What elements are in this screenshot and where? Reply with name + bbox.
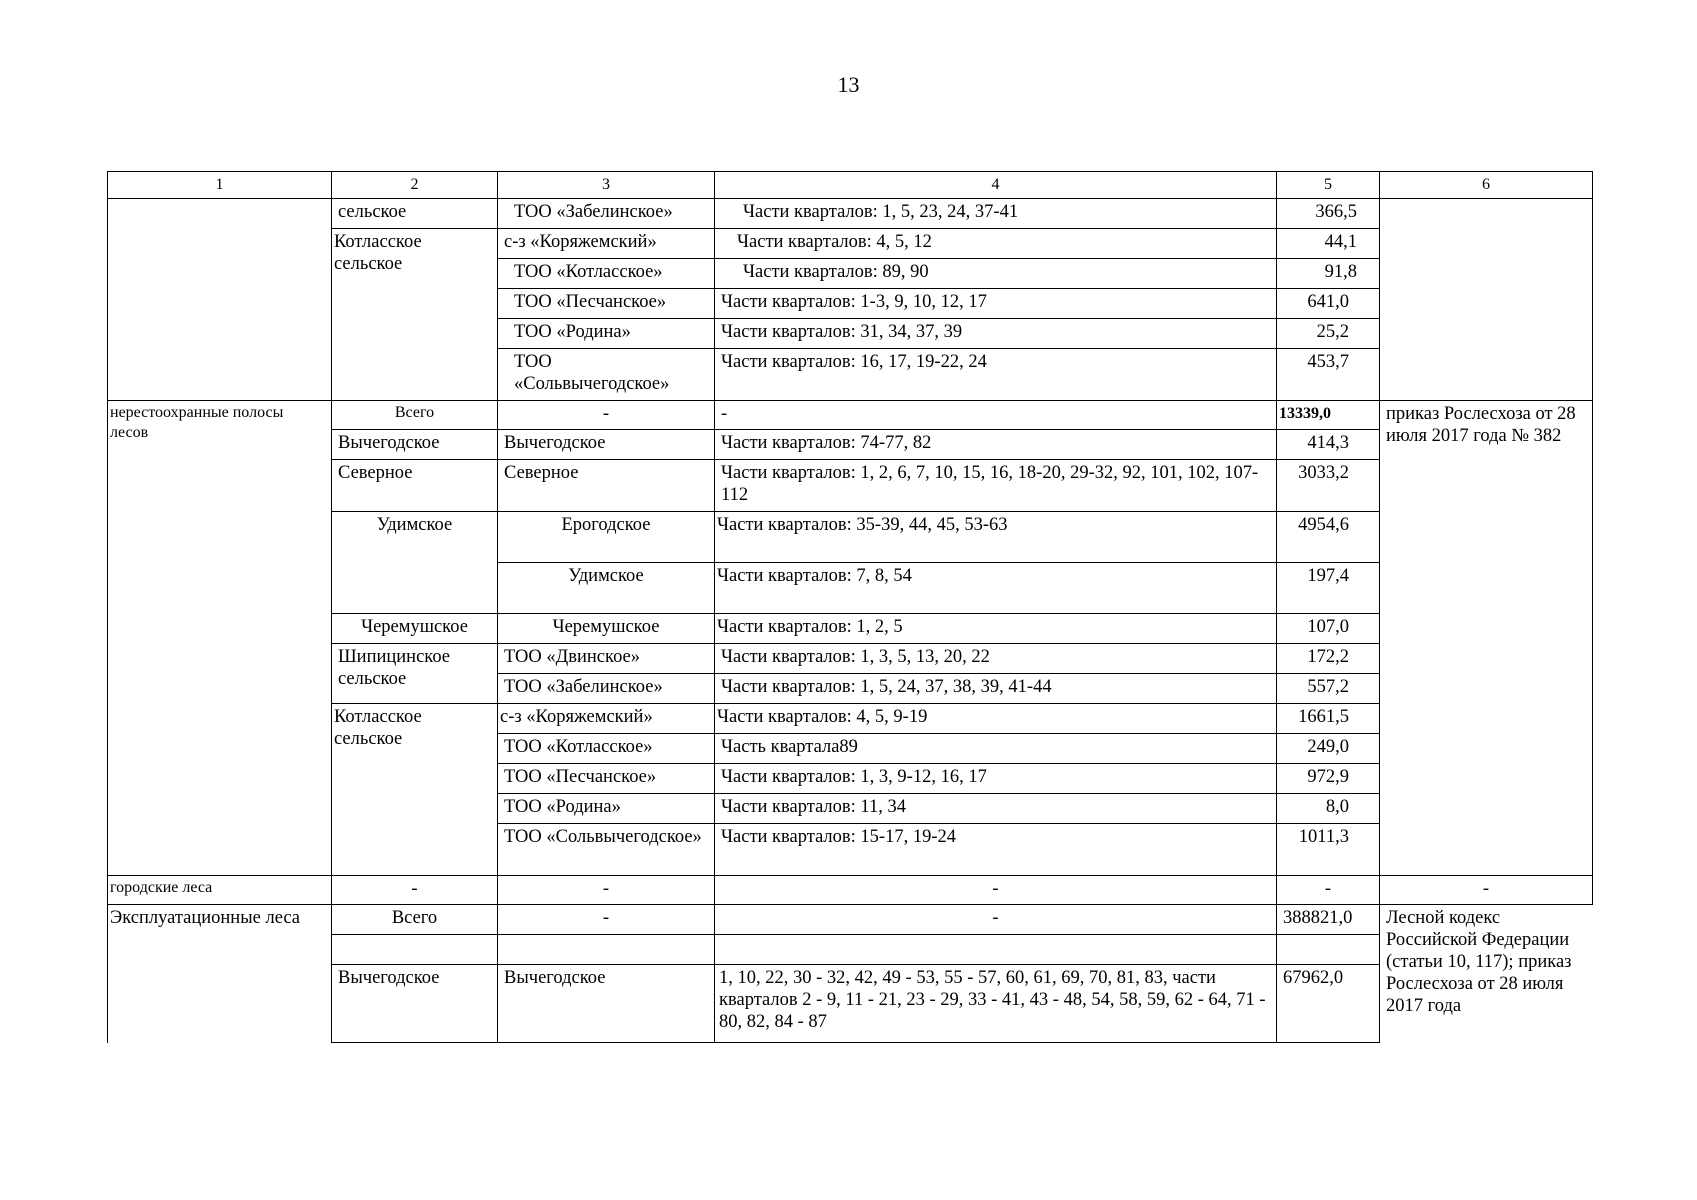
owner-cell: ТОО «Котласское» bbox=[498, 259, 715, 289]
area-cell: 414,3 bbox=[1277, 430, 1380, 460]
quarters-cell: Части кварталов: 11, 34 bbox=[715, 794, 1277, 824]
quarters-cell: Части кварталов: 1, 2, 5 bbox=[715, 614, 1277, 644]
owner-cell: Удимское bbox=[498, 563, 715, 614]
owner-cell: ТОО «Родина» bbox=[498, 319, 715, 349]
area-cell: 366,5 bbox=[1277, 199, 1380, 229]
owner-cell: ТОО «Котласское» bbox=[498, 734, 715, 764]
forestry-cell: сельское bbox=[332, 199, 498, 229]
area-cell: 249,0 bbox=[1277, 734, 1380, 764]
owner-cell: с-з «Коряжемский» bbox=[498, 229, 715, 259]
quarters-cell: Части кварталов: 1, 5, 23, 24, 37-41 bbox=[715, 199, 1277, 229]
owner-cell: ТОО «Сольвычегодское» bbox=[498, 349, 715, 401]
quarters-cell: Части кварталов: 1, 2, 6, 7, 10, 15, 16, 18-20, 29-32, 92, 101, 102, 107-112 bbox=[715, 460, 1277, 512]
forestry-cell: Всего bbox=[332, 905, 498, 935]
quarters-cell: Части кварталов: 31, 34, 37, 39 bbox=[715, 319, 1277, 349]
column-number-row bbox=[108, 172, 1593, 199]
owner-cell: ТОО «Сольвычегодское» bbox=[498, 824, 715, 876]
quarters-cell: Части кварталов: 7, 8, 54 bbox=[715, 563, 1277, 614]
owner-cell: ТОО «Забелинское» bbox=[498, 199, 715, 229]
table-row bbox=[108, 876, 1593, 905]
owner-cell: Северное bbox=[498, 460, 715, 512]
area-cell: 972,9 bbox=[1277, 764, 1380, 794]
quarters-cell: Части кварталов: 1, 3, 5, 13, 20, 22 bbox=[715, 644, 1277, 674]
area-cell: 8,0 bbox=[1277, 794, 1380, 824]
area-cell: 557,2 bbox=[1277, 674, 1380, 704]
owner-cell: ТОО «Забелинское» bbox=[498, 674, 715, 704]
table-row bbox=[108, 905, 1593, 935]
owner-cell: Черемушское bbox=[498, 614, 715, 644]
quarters-cell: Части кварталов: 35-39, 44, 45, 53-63 bbox=[715, 512, 1277, 563]
area-cell: 1661,5 bbox=[1277, 704, 1380, 734]
owner-cell: Ерогодское bbox=[498, 512, 715, 563]
column-number: 3 bbox=[498, 172, 715, 199]
quarters-cell: - bbox=[715, 876, 1277, 905]
quarters-cell: - bbox=[715, 401, 1277, 430]
total-area-cell: 388821,0 bbox=[1277, 905, 1380, 935]
owner-cell: ТОО «Песчанское» bbox=[498, 764, 715, 794]
owner-cell: - bbox=[498, 401, 715, 430]
forestry-cell bbox=[332, 229, 498, 401]
forestry-cell bbox=[332, 935, 498, 965]
category-cell: городские леса bbox=[108, 876, 332, 905]
quarters-cell: Части кварталов: 16, 17, 19-22, 24 bbox=[715, 349, 1277, 401]
forestry-cell bbox=[332, 512, 498, 614]
area-cell: 197,4 bbox=[1277, 563, 1380, 614]
forest-protection-table bbox=[107, 171, 1593, 1043]
owner-cell: ТОО «Двинское» bbox=[498, 644, 715, 674]
category-cell: Эксплуатационные леса bbox=[108, 905, 332, 1043]
owner-cell: Вычегодское bbox=[498, 965, 715, 1043]
quarters-cell: 1, 10, 22, 30 - 32, 42, 49 - 53, 55 - 57, 60, 61, 69, 70, 81, 83, части кварталов 2 - 9, 11 - 21, 23 - 29, 33 - 41, 43 - 48, 54, 58, 59, 62 - 64, 71 - 80, 82, 84 - 87 bbox=[715, 965, 1277, 1043]
owner-cell: ТОО «Родина» bbox=[498, 794, 715, 824]
table-row bbox=[108, 199, 1593, 229]
forestry-cell: Северное bbox=[332, 460, 498, 512]
page-number: 13 bbox=[837, 72, 860, 97]
total-area-cell: 13339,0 bbox=[1277, 401, 1380, 430]
forestry-cell bbox=[332, 704, 498, 876]
area-cell: 107,0 bbox=[1277, 614, 1380, 644]
forestry-label: Котласское сельское bbox=[334, 232, 422, 274]
column-number: 2 bbox=[332, 172, 498, 199]
area-cell: 641,0 bbox=[1277, 289, 1380, 319]
column-number: 1 bbox=[108, 172, 332, 199]
basis-cell: приказ Рослесхоза от 28 июля 2017 года № 382 bbox=[1380, 401, 1593, 876]
forestry-cell: - bbox=[332, 876, 498, 905]
category-cell: нерестоохранные полосы лесов bbox=[108, 401, 332, 876]
owner-cell: - bbox=[498, 905, 715, 935]
owner-cell: - bbox=[498, 876, 715, 905]
area-cell: - bbox=[1277, 876, 1380, 905]
quarters-cell: Части кварталов: 1, 5, 24, 37, 38, 39, 41-44 bbox=[715, 674, 1277, 704]
forestry-cell: Вычегодское bbox=[332, 430, 498, 460]
area-cell: 3033,2 bbox=[1277, 460, 1380, 512]
quarters-cell: Части кварталов: 15-17, 19-24 bbox=[715, 824, 1277, 876]
owner-cell: с-з «Коряжемский» bbox=[498, 704, 715, 734]
owner-cell bbox=[498, 935, 715, 965]
column-number: 6 bbox=[1380, 172, 1593, 199]
column-number: 5 bbox=[1277, 172, 1380, 199]
quarters-cell: Части кварталов: 4, 5, 12 bbox=[715, 229, 1277, 259]
quarters-cell: Части кварталов: 89, 90 bbox=[715, 259, 1277, 289]
forestry-label: Удимское bbox=[376, 515, 453, 535]
owner-cell: Вычегодское bbox=[498, 430, 715, 460]
quarters-cell: Части кварталов: 74-77, 82 bbox=[715, 430, 1277, 460]
basis-cell: - bbox=[1380, 876, 1593, 905]
column-number: 4 bbox=[715, 172, 1277, 199]
quarters-cell: Части кварталов: 1, 3, 9-12, 16, 17 bbox=[715, 764, 1277, 794]
owner-cell: ТОО «Песчанское» bbox=[498, 289, 715, 319]
forestry-label: Шипицинское сельское bbox=[338, 647, 451, 689]
forestry-label: Котласское сельское bbox=[334, 707, 422, 749]
area-cell: 91,8 bbox=[1277, 259, 1380, 289]
basis-cell: Лесной кодекс Российской Федерации (статьи 10, 117); приказ Рослесхоза от 28 июля 2017 года bbox=[1380, 905, 1593, 1043]
forestry-cell: Черемушское bbox=[332, 614, 498, 644]
quarters-cell bbox=[715, 935, 1277, 965]
area-cell: 25,2 bbox=[1277, 319, 1380, 349]
category-cell bbox=[108, 199, 332, 401]
area-cell: 172,2 bbox=[1277, 644, 1380, 674]
forestry-cell bbox=[332, 644, 498, 704]
forestry-cell: Всего bbox=[332, 401, 498, 430]
basis-cell bbox=[1380, 199, 1593, 401]
area-cell: 4954,6 bbox=[1277, 512, 1380, 563]
area-cell: 67962,0 bbox=[1277, 965, 1380, 1043]
quarters-cell: Части кварталов: 4, 5, 9-19 bbox=[715, 704, 1277, 734]
area-cell bbox=[1277, 935, 1380, 965]
table-row bbox=[108, 401, 1593, 430]
quarters-cell: - bbox=[715, 905, 1277, 935]
forestry-cell: Вычегодское bbox=[332, 965, 498, 1043]
quarters-cell: Часть квартала89 bbox=[715, 734, 1277, 764]
area-cell: 44,1 bbox=[1277, 229, 1380, 259]
quarters-cell: Части кварталов: 1-3, 9, 10, 12, 17 bbox=[715, 289, 1277, 319]
area-cell: 1011,3 bbox=[1277, 824, 1380, 876]
area-cell: 453,7 bbox=[1277, 349, 1380, 401]
